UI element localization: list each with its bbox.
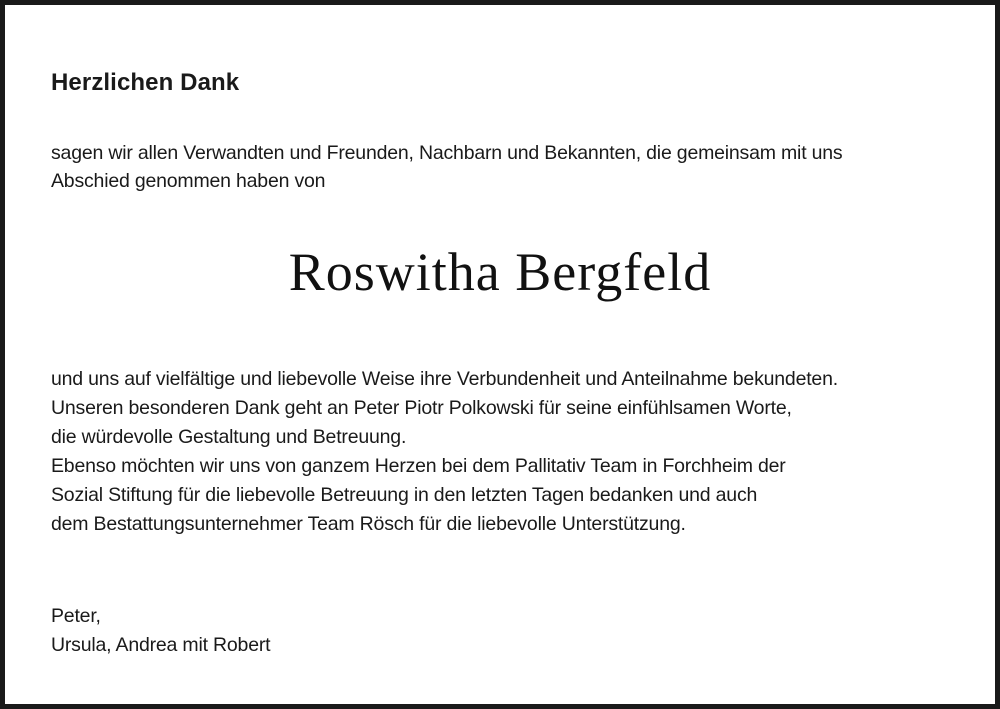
intro-line: sagen wir allen Verwandten und Freunden, Nachbarn und Bekannten, die gemeinsam mit uns xyxy=(51,142,843,164)
intro-line: Abschied genommen haben von xyxy=(51,170,326,192)
intro-text xyxy=(51,139,842,195)
body-line: dem Bestattungsunternehmer Team Rösch für die liebevolle Unterstützung. xyxy=(51,513,686,535)
body-line: Ebenso möchten wir uns von ganzem Herzen bei dem Pallitativ Team in Forchheim der xyxy=(51,455,786,477)
deceased-name: Roswitha Bergfeld xyxy=(288,242,712,302)
body-line: Unseren besonderen Dank geht an Peter Piotr Polkowski für seine einfühlsamen Worte, xyxy=(51,397,792,419)
signature xyxy=(51,602,270,660)
body-line: Sozial Stiftung für die liebevolle Betreuung in den letzten Tagen bedanken und auch xyxy=(51,484,758,506)
signature-line: Peter, xyxy=(51,605,101,627)
body-line: die würdevolle Gestaltung und Betreuung. xyxy=(51,426,407,448)
signature-line: Ursula, Andrea mit Robert xyxy=(51,634,271,656)
body-line: und uns auf vielfältige und liebevolle Weise ihre Verbundenheit und Anteilnahme bekundeten. xyxy=(51,368,838,390)
body-text xyxy=(51,365,838,539)
notice-heading: Herzlichen Dank xyxy=(51,69,240,96)
